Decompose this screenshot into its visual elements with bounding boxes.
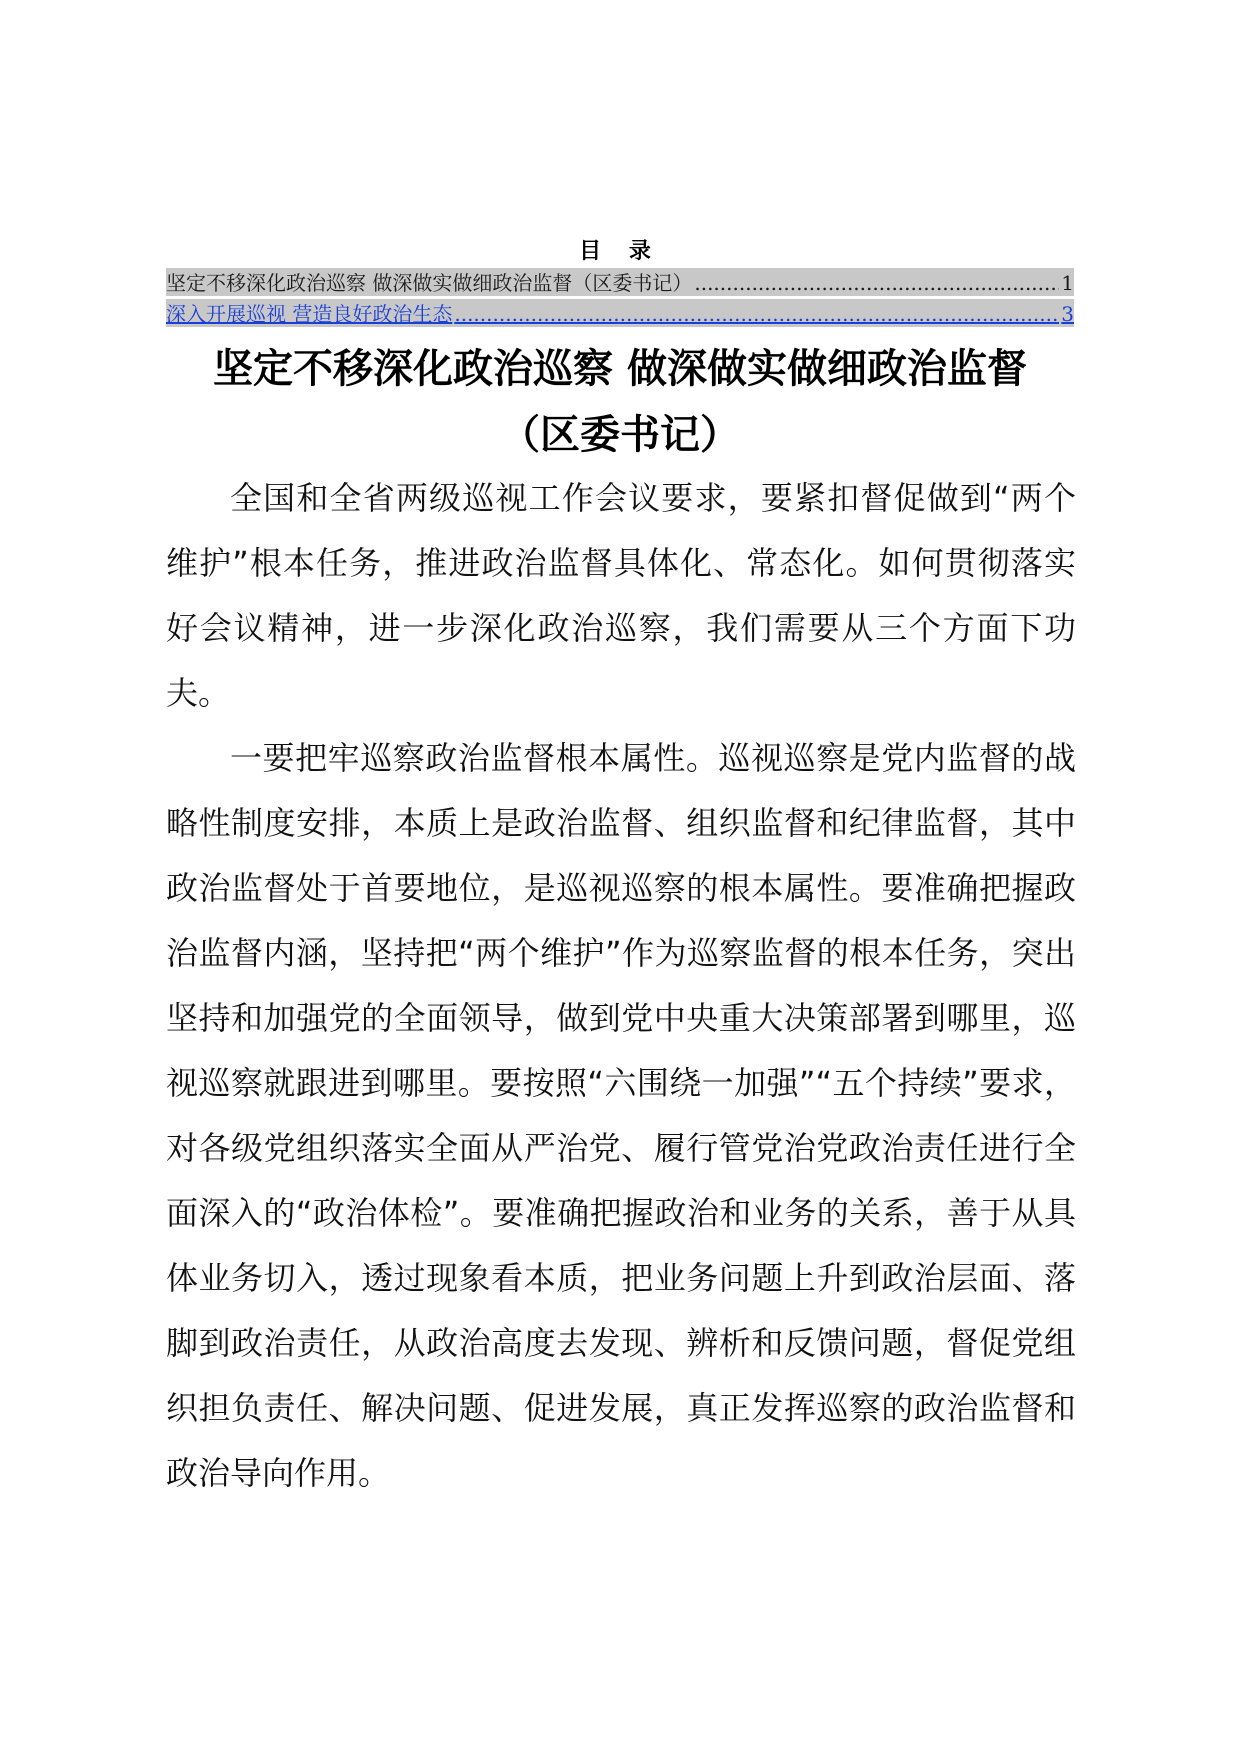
toc-dot-leader: [454, 301, 1059, 327]
table-of-contents: [166, 268, 1074, 327]
article-title-line-1: 坚定不移深化政治巡察 做深做实做细政治监督: [213, 346, 1027, 392]
toc-entry-1[interactable]: [166, 268, 1074, 296]
paragraph: 全国和全省两级巡视工作会议要求，要紧扣督促做到“两个维护”根本任务，推进政治监督具体化、常态化。如何贯彻落实好会议精神，进一步深化政治巡察，我们需要从三个方面下功夫。: [166, 479, 1076, 712]
toc-heading: 目 录: [579, 238, 661, 264]
article-title: [150, 336, 1090, 468]
toc-dot-leader: [694, 270, 1059, 296]
toc-entry-page-number: 3: [1061, 302, 1074, 326]
toc-entry-page-number: 1: [1061, 271, 1074, 295]
toc-entry-title: 坚定不移深化政治巡察 做深做实做细政治监督（区委书记）: [166, 271, 693, 295]
toc-entry-2[interactable]: [166, 299, 1074, 327]
toc-entry-title: 深入开展巡视 营造良好政治生态: [166, 302, 453, 326]
paragraph: 一要把牢巡察政治监督根本属性。巡视巡察是党内监督的战略性制度安排，本质上是政治监督、组织监督和纪律监督，其中政治监督处于首要地位，是巡视巡察的根本属性。要准确把握政治监督内涵，坚持把“两个维护”作为巡察监督的根本任务，突出坚持和加强党的全面领导，做到党中央重大决策部署到哪里，巡视巡察就跟进到哪里。要按照“六围绕一加强”“五个持续”要求，对各级党组织落实全面从严治党、履行管党治党政治责任进行全面深入的“政治体检”。要准确把握政治和业务的关系，善于从具体业务切入，透过现象看本质，把业务问题上升到政治层面、落脚到政治责任，从政治高度去发现、辨析和反馈问题，督促党组织担负责任、解决问题、促进发展，真正发挥巡察的政治监督和政治导向作用。: [166, 739, 1076, 1492]
article-title-line-2: （区委书记）: [500, 412, 740, 458]
article-body: [166, 466, 1076, 1506]
